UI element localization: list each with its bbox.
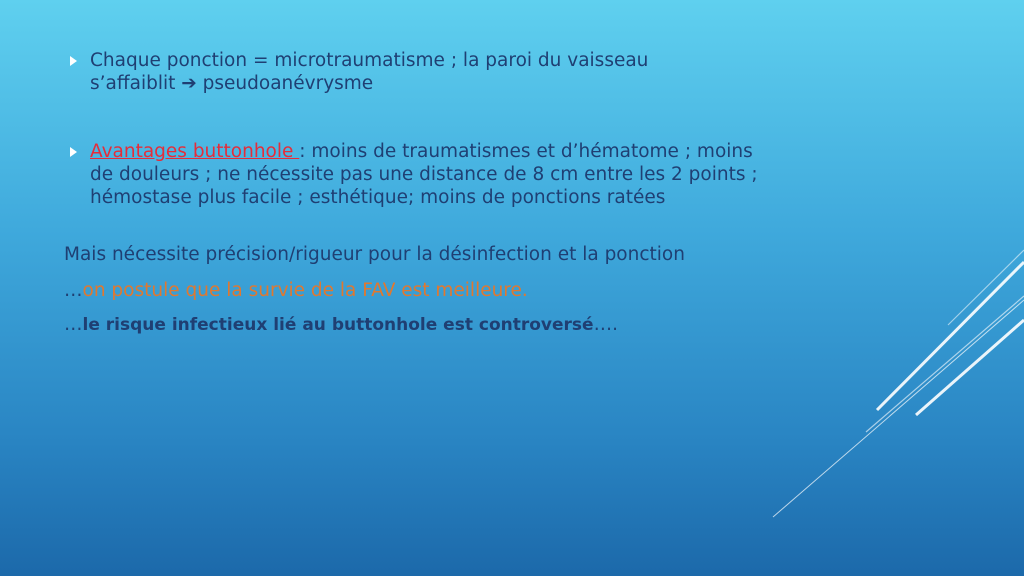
survival-prefix: … bbox=[64, 280, 83, 301]
precision-line: Mais nécessite précision/rigueur pour la désinfection et la ponction bbox=[64, 244, 685, 265]
bullet-1-line2-suffix: pseudoanévrysme bbox=[196, 73, 374, 94]
deco-line-4 bbox=[916, 320, 1024, 415]
triangle-bullet-icon bbox=[68, 140, 90, 158]
arrow-right-icon: ➔ bbox=[181, 73, 197, 94]
bullet-1-line1: Chaque ponction = microtraumatisme ; la paroi du vaisseau bbox=[90, 50, 649, 71]
deco-line-1 bbox=[948, 250, 1024, 325]
triangle-bullet-icon bbox=[68, 49, 90, 67]
bullet-2-text bbox=[90, 140, 780, 209]
bullet-1-text bbox=[90, 49, 780, 95]
bullet-2-rest: : moins de traumatismes et d’hématome ; moins de douleurs ; ne nécessite pas une distance de 8 cm entre les 2 points ; hémostase plus facile ; esthétique; moins de ponctions ratées bbox=[90, 141, 758, 208]
survival-line bbox=[64, 279, 528, 302]
infection-line bbox=[64, 313, 618, 337]
infection-suffix: …. bbox=[593, 314, 618, 335]
survival-text: on postule que la survie de la FAV est meilleure. bbox=[82, 280, 528, 301]
infection-prefix: … bbox=[64, 314, 83, 335]
deco-line-2 bbox=[877, 262, 1024, 410]
bullet-1 bbox=[68, 49, 780, 95]
infection-text: le risque infectieux lié au buttonhole est controversé bbox=[82, 315, 594, 335]
deco-line-5 bbox=[773, 300, 1024, 517]
deco-line-3 bbox=[866, 296, 1024, 432]
bullet-1-line2-prefix: s’affaiblit bbox=[90, 73, 182, 94]
bullet-2 bbox=[68, 140, 780, 209]
avantages-buttonhole-link[interactable]: Avantages buttonhole bbox=[90, 141, 300, 162]
